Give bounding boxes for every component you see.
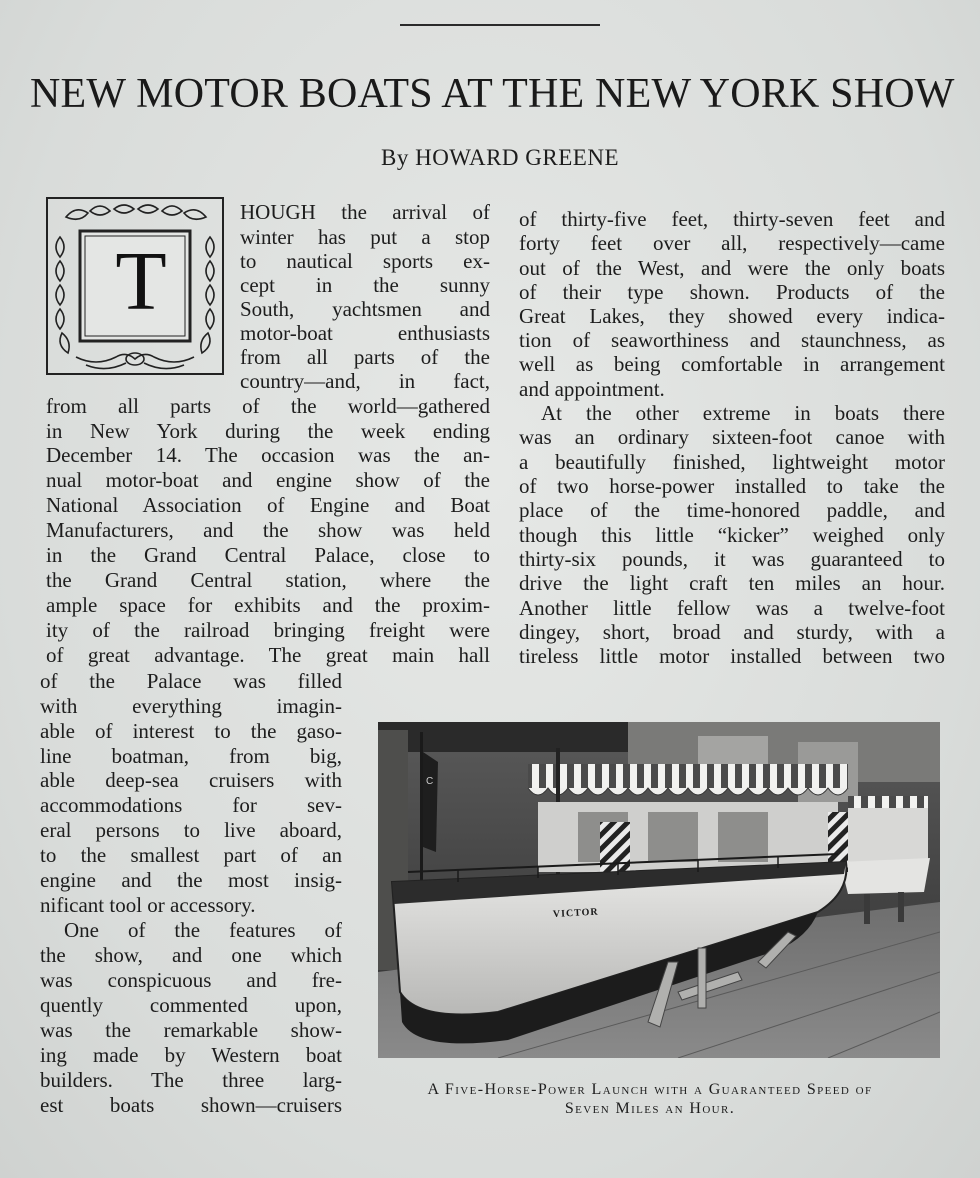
text-line: dingey, short, broad and sturdy, with a bbox=[519, 620, 945, 644]
text-line: National Association of Engine and Boat bbox=[46, 493, 490, 517]
text-line: tireless little motor installed between two bbox=[519, 644, 945, 668]
text-line: ity of the railroad bringing freight were bbox=[46, 618, 490, 642]
text-line: a beautifully finished, lightweight motor bbox=[519, 450, 945, 474]
text-line: drive the light craft ten miles an hour. bbox=[519, 571, 945, 595]
text-line: motor-boat enthusiasts bbox=[240, 321, 490, 345]
text-line: the Grand Central station, where the bbox=[46, 568, 490, 592]
text-line: was the remarkable show- bbox=[40, 1018, 342, 1042]
text-line: Manufacturers, and the show was held bbox=[46, 518, 490, 542]
text-line: nificant tool or accessory. bbox=[40, 893, 256, 917]
caption-line-2: Seven Miles an Hour. bbox=[564, 1100, 736, 1117]
text-line: to nautical sports ex- bbox=[240, 249, 490, 273]
text-line: At the other extreme in boats there bbox=[541, 401, 945, 425]
article-byline: By HOWARD GREENE bbox=[381, 145, 619, 170]
text-line: nual motor-boat and engine show of the bbox=[46, 468, 490, 492]
text-line: ample space for exhibits and the proxim- bbox=[46, 593, 490, 617]
text-line: line boatman, from big, bbox=[40, 744, 342, 768]
text-line: December 14. The occasion was the an- bbox=[46, 443, 490, 467]
text-line: from all parts of the world—gathered bbox=[46, 394, 490, 418]
text-line: in the Grand Central Palace, close to bbox=[46, 543, 490, 567]
svg-text:C: C bbox=[426, 776, 434, 787]
text-line: able deep-sea cruisers with bbox=[40, 768, 342, 792]
launch-photo bbox=[378, 722, 940, 1058]
text-line: of two horse-power installed to take the bbox=[519, 474, 945, 498]
dropcap-letter: T bbox=[115, 235, 167, 328]
text-line: out of the West, and were the only boats bbox=[519, 256, 945, 280]
text-line: was conspicuous and fre- bbox=[40, 968, 342, 992]
text-line: South, yachtsmen and bbox=[240, 297, 490, 321]
text-line: able of interest to the gaso- bbox=[40, 719, 342, 743]
text-line: of the Palace was filled bbox=[40, 669, 342, 693]
text-line: cept in the sunny bbox=[240, 273, 490, 297]
text-line: of great advantage. The great main hall bbox=[46, 643, 490, 667]
text-line: in New York during the week ending bbox=[46, 419, 490, 443]
text-line: and appointment. bbox=[519, 377, 665, 401]
text-line: thirty-six pounds, it was guaranteed to bbox=[519, 547, 945, 571]
text-line: was an ordinary sixteen-foot canoe with bbox=[519, 425, 945, 449]
text-line: country—and, in fact, bbox=[240, 369, 490, 393]
text-line: to the smallest part of an bbox=[40, 843, 342, 867]
boat-name-label: VICTOR bbox=[552, 906, 599, 920]
text-line: of thirty-five feet, thirty-seven feet and bbox=[519, 207, 945, 231]
top-rule bbox=[400, 24, 600, 26]
text-line: well as being comfortable in arrangement bbox=[519, 352, 945, 376]
text-line: Great Lakes, they showed every indica- bbox=[519, 304, 945, 328]
article-headline: NEW MOTOR BOATS AT THE NEW YORK SHOW bbox=[30, 71, 955, 117]
text-line: from all parts of the bbox=[240, 345, 490, 369]
text-line: winter has put a stop bbox=[240, 225, 490, 249]
caption-line-1: A Five-Horse-Power Launch with a Guaranteed Speed of bbox=[427, 1081, 873, 1098]
text-line: est boats shown—cruisers bbox=[40, 1093, 342, 1117]
text-line: eral persons to live aboard, bbox=[40, 818, 342, 842]
text-line: HOUGH the arrival of bbox=[240, 200, 490, 224]
text-line: accommodations for sev- bbox=[40, 793, 342, 817]
text-line: builders. The three larg- bbox=[40, 1068, 342, 1092]
text-line: engine and the most insig- bbox=[40, 868, 342, 892]
text-line: the show, and one which bbox=[40, 943, 342, 967]
text-line: place of the time-honored paddle, and bbox=[519, 498, 945, 522]
text-line: with everything imagin- bbox=[40, 694, 342, 718]
text-line: Another little fellow was a twelve-foot bbox=[519, 596, 945, 620]
text-line: ing made by Western boat bbox=[40, 1043, 342, 1067]
text-line: of their type shown. Products of the bbox=[519, 280, 945, 304]
text-line: One of the features of bbox=[64, 918, 342, 942]
text-line: tion of seaworthiness and staunchness, as bbox=[519, 328, 945, 352]
text-line: forty feet over all, respectively—came bbox=[519, 231, 945, 255]
text-line: though this little “kicker” weighed only bbox=[519, 523, 945, 547]
text-line: quently commented upon, bbox=[40, 993, 342, 1017]
photo-caption bbox=[380, 1080, 920, 1118]
